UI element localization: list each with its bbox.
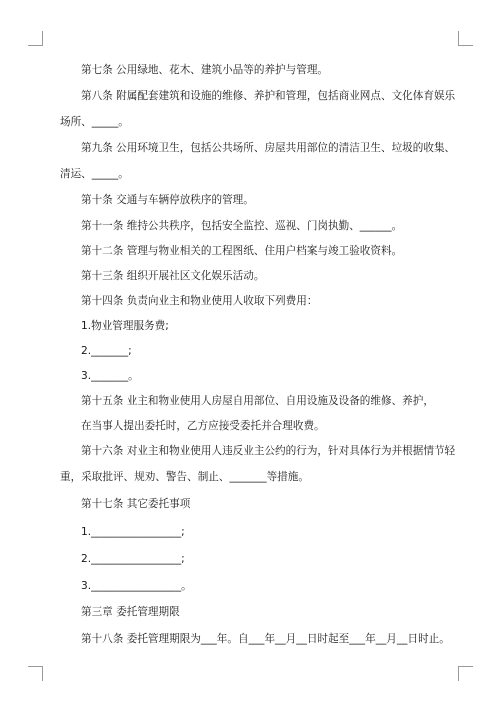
- document-line: 重，采取批评、规劝、警告、制止、_______等措施。: [60, 471, 309, 483]
- document-line: 第九条 公用环境卫生，包括公共场所、房屋共用部位的清洁卫生、垃圾的收集、: [81, 142, 456, 154]
- document-line: 场所、_____。: [60, 116, 129, 128]
- crop-mark-bottom-left: [28, 666, 43, 681]
- document-line: 第十八条 委托管理期限为___年。自___年__月__日时起至___年__月__日时止。: [81, 633, 450, 645]
- document-line: 第十二条 管理与物业相关的工程图纸、住用户档案与竣工验收资料。: [81, 245, 403, 257]
- document-line: 1._________________;: [81, 526, 185, 538]
- document-body: [60, 63, 456, 646]
- document-line: 第十四条 负责向业主和物业使用人收取下列费用：: [81, 295, 318, 307]
- document-line: 第十条 交通与车辆停放秩序的管理。: [81, 194, 254, 206]
- document-line: 清运、_____。: [60, 168, 129, 180]
- document-line: 2._______;: [81, 345, 132, 357]
- document-line: 3._______。: [81, 370, 139, 382]
- document-line: 1.物业管理服务费;: [81, 320, 169, 332]
- document-line: 第十一条 维持公共秩序，包括安全监控、巡视、门岗执勤、______。: [81, 220, 403, 232]
- crop-mark-top-right: [458, 31, 473, 46]
- document-line: 第十五条 业主和物业使用人房屋自用部位、自用设施及设备的维修、养护，: [81, 395, 434, 407]
- document-line: 第八条 附属配套建筑和设施的维修、养护和管理，包括商业网点、文化体育娱乐: [81, 90, 456, 102]
- document-line: 第十六条 对业主和物业使用人违反业主公约的行为，针对具体行为并根据情节轻: [81, 445, 456, 457]
- document-line: 2._________________;: [81, 553, 185, 565]
- document-line: 在当事人提出委托时，乙方应接受委托并合理收费。: [81, 420, 325, 432]
- crop-mark-top-left: [28, 31, 43, 46]
- document-line: 第三章 委托管理期限: [81, 606, 180, 618]
- document-line: 第七条 公用绿地、花木、建筑小品等的养护与管理。: [81, 64, 329, 76]
- document-line: 3._________________。: [81, 580, 192, 592]
- document-line: 第十七条 其它委托事项: [81, 498, 191, 510]
- document-line: 第十三条 组织开展社区文化娱乐活动。: [81, 270, 265, 282]
- crop-mark-bottom-right: [458, 666, 473, 681]
